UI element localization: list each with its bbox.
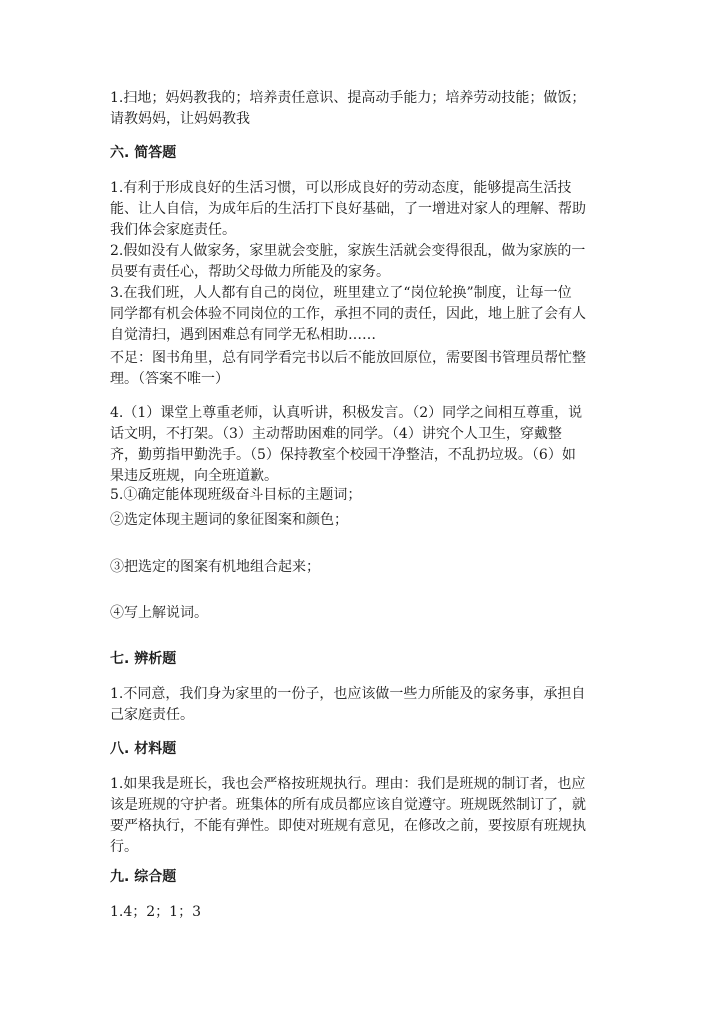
answer-text: 1.如果我是班长，我也会严格按班规执行。理由：我们是班规的制订者，也应 [110,776,586,792]
answer-text: 1.4；2；1；3 [110,904,201,920]
answer-text: 自觉清扫，遇到困难总有同学无私相助…… [110,327,376,343]
section-heading-material: 八. 材料题 [110,741,177,757]
answer-text: 请教妈妈，让妈妈教我 [110,111,250,127]
answer-text: 己家庭责任。 [110,707,194,723]
answer-text: 行。 [110,839,138,855]
answer-text: 话文明，不打架。（3）主动帮助困难的同学。（4）讲究个人卫生，穿戴整 [110,426,562,442]
answer-text: 1.有利于形成良好的生活习惯，可以形成良好的劳动态度，能够提高生活技 [110,180,572,196]
answer-text: 我们体会家庭责任。 [110,222,236,238]
answer-text: ②选定体现主题词的象征图案和颜色； [110,512,348,528]
answer-text: 同学都有机会体验不同岗位的工作，承担不同的责任，因此，地上脏了会有人 [110,306,586,322]
answer-text: 5.①确定能体现班级奋斗目标的主题词； [110,487,362,503]
section-heading-short-answer: 六. 简答题 [110,145,177,161]
answer-text: 该是班规的守护者。班集体的所有成员都应该自觉遵守。班规既然制订了，就 [110,797,586,813]
answer-text: 1.扫地；妈妈教我的；培养责任意识、提高动手能力；培养劳动技能；做饭； [110,90,586,106]
answer-text: ④写上解说词。 [110,605,208,621]
answer-text: 员要有责任心，帮助父母做力所能及的家务。 [110,264,390,280]
answer-text: 2.假如没有人做家务，家里就会变脏，家族生活就会变得很乱，做为家族的一 [110,243,586,259]
answer-text: 齐，勤剪指甲勤洗手。（5）保持教室个校园干净整洁，不乱扔垃圾。（6）如 [110,447,576,463]
section-heading-comprehensive: 九. 综合题 [110,869,177,885]
answer-text: 4.（1）课堂上尊重老师，认真听讲，积极发言。（2）同学之间相互尊重，说 [110,405,583,421]
answer-text: ③把选定的图案有机地组合起来； [110,559,320,575]
answer-text: 能、让人自信，为成年后的生活打下良好基础，了一增进对家人的理解、帮助 [110,201,586,217]
section-heading-analysis: 七. 辨析题 [110,651,177,667]
answer-text: 果违反班规，向全班道歉。 [110,468,278,484]
answer-text: 不足：图书角里，总有同学看完书以后不能放回原位，需要图书管理员帮忙整 [110,350,586,366]
answer-text: 1.不同意，我们身为家里的一份子，也应该做一些力所能及的家务事，承担自 [110,686,586,702]
answer-text: 理。（答案不唯一） [110,371,229,387]
answer-text: 3.在我们班，人人都有自己的岗位，班里建立了“岗位轮换”制度，让每一位 [110,285,572,301]
answer-text: 要严格执行，不能有弹性。即使对班规有意见，在修改之前，要按原有班规执 [110,818,586,834]
